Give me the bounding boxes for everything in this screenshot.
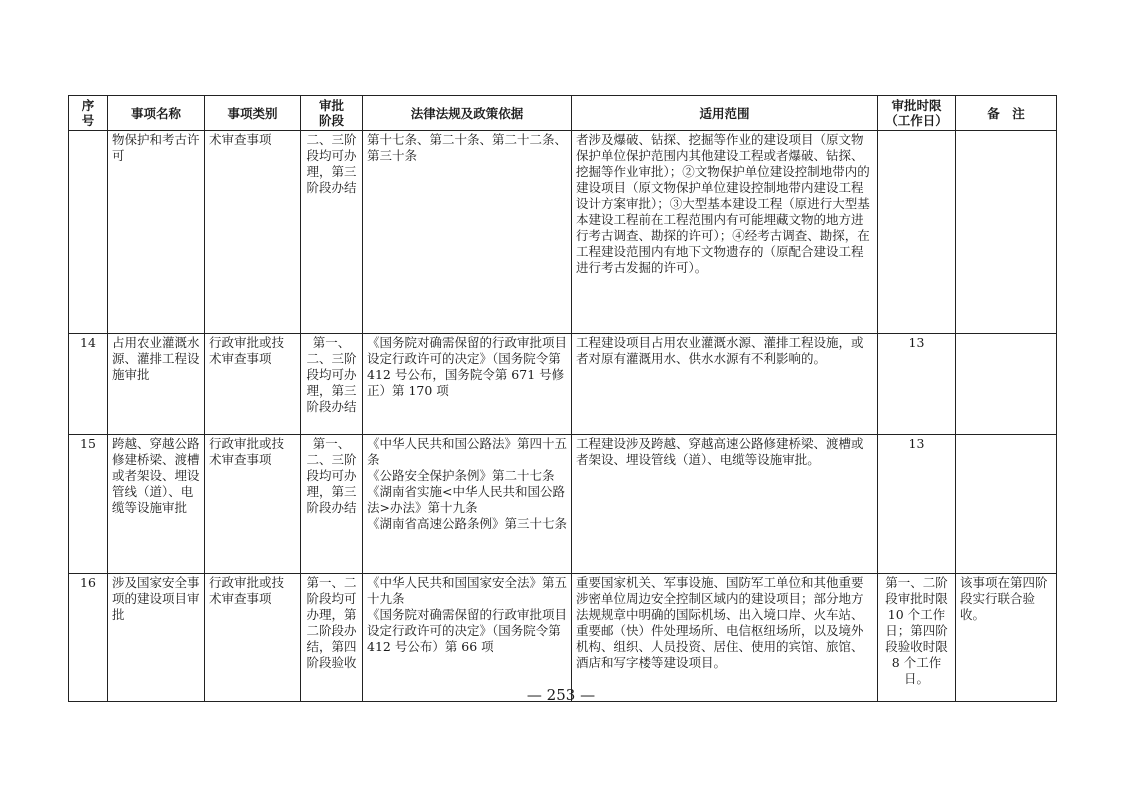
row-approval-stage: 第一、二、三阶段均可办理，第三阶段办结 (301, 334, 363, 435)
header-row (69, 96, 1057, 131)
row-time-limit: 13 (878, 435, 956, 574)
header-time-limit: 审批时限 （工作日） (878, 96, 956, 131)
row-approval-stage: 第一、二、三阶段均可办理，第三阶段办结 (301, 435, 363, 574)
row-item-category: 行政审批或技术审查事项 (205, 574, 301, 702)
row-time-limit: 第一、二阶段审批时限 10 个工作日；第四阶段验收时限 8 个工作日。 (878, 574, 956, 702)
header-remarks: 备 注 (956, 96, 1057, 131)
row-time-limit (878, 131, 956, 334)
row-scope: 工程建设项目占用农业灌溉水源、灌排工程设施，或者对原有灌溉用水、供水水源有不利影响的。 (572, 334, 878, 435)
header-seq: 序 号 (69, 96, 108, 131)
row-legal-basis: 《中华人民共和国国家安全法》第五十九条 《国务院对确需保留的行政审批项目设定行政许可的决定》（国务院令第 412 号公布）第 66 项 (363, 574, 572, 702)
table-row (69, 131, 1057, 334)
row-item-name: 跨越、穿越公路修建桥梁、渡槽或者架设、埋设管线（道）、电缆等设施审批 (108, 435, 205, 574)
row-legal-basis: 《国务院对确需保留的行政审批项目设定行政许可的决定》（国务院令第 412 号公布，国务院令第 671 号修正）第 170 项 (363, 334, 572, 435)
row-scope: 重要国家机关、军事设施、国防军工单位和其他重要涉密单位周边安全控制区域内的建设项目；部分地方法规规章中明确的国际机场、出入境口岸、火车站、重要邮（快）件处理场所、电信枢纽场所，以及境外机构、组织、人员投资、居住、使用的宾馆、旅馆、酒店和写字楼等建设项目。 (572, 574, 878, 702)
row-scope: 工程建设涉及跨越、穿越高速公路修建桥梁、渡槽或者架设、埋设管线（道）、电缆等设施审批。 (572, 435, 878, 574)
page-number: — 253 — (526, 686, 596, 704)
row-seq: 14 (69, 334, 108, 435)
row-item-name: 物保护和考古许可 (108, 131, 205, 334)
row-remarks (956, 131, 1057, 334)
row-item-category: 行政审批或技术审查事项 (205, 435, 301, 574)
row-item-category: 行政审批或技术审查事项 (205, 334, 301, 435)
header-item-name: 事项名称 (108, 96, 205, 131)
row-scope: 者涉及爆破、钻探、挖掘等作业的建设项目（原文物保护单位保护范围内其他建设工程或者爆破、钻探、挖掘等作业审批）；②文物保护单位建设控制地带内的建设项目（原文物保护单位建设控制地带内建设工程设计方案审批）；③大型基本建设工程（原进行大型基本建设工程前在工程范围内有可能埋藏文物的地方进行考古调查、勘探的许可）；④经考古调查、勘探，在工程建设范围内有地下文物遗存的（原配合建设工程进行考古发掘的许可）。 (572, 131, 878, 334)
table-row (69, 334, 1057, 435)
row-seq: 16 (69, 574, 108, 702)
table-row (69, 574, 1057, 702)
header-approval-stage: 审批 阶段 (301, 96, 363, 131)
table-row (69, 435, 1057, 574)
row-remarks (956, 435, 1057, 574)
row-seq: 15 (69, 435, 108, 574)
header-scope: 适用范围 (572, 96, 878, 131)
header-item-category: 事项类别 (205, 96, 301, 131)
approval-items-table (68, 95, 1057, 702)
row-remarks (956, 334, 1057, 435)
row-seq (69, 131, 108, 334)
row-item-name: 涉及国家安全事项的建设项目审批 (108, 574, 205, 702)
row-legal-basis: 《中华人民共和国公路法》第四十五条 《公路安全保护条例》第二十七条 《湖南省实施<中华人民共和国公路法>办法》第十九条 《湖南省高速公路条例》第三十七条 (363, 435, 572, 574)
row-time-limit: 13 (878, 334, 956, 435)
header-legal-basis: 法律法规及政策依据 (363, 96, 572, 131)
row-approval-stage: 第一、二阶段均可办理，第二阶段办结，第四阶段验收 (301, 574, 363, 702)
row-item-name: 占用农业灌溉水源、灌排工程设施审批 (108, 334, 205, 435)
row-item-category: 术审查事项 (205, 131, 301, 334)
row-legal-basis: 第十七条、第二十条、第二十二条、第三十条 (363, 131, 572, 334)
row-approval-stage: 二、三阶段均可办理，第三阶段办结 (301, 131, 363, 334)
row-remarks: 该事项在第四阶段实行联合验收。 (956, 574, 1057, 702)
